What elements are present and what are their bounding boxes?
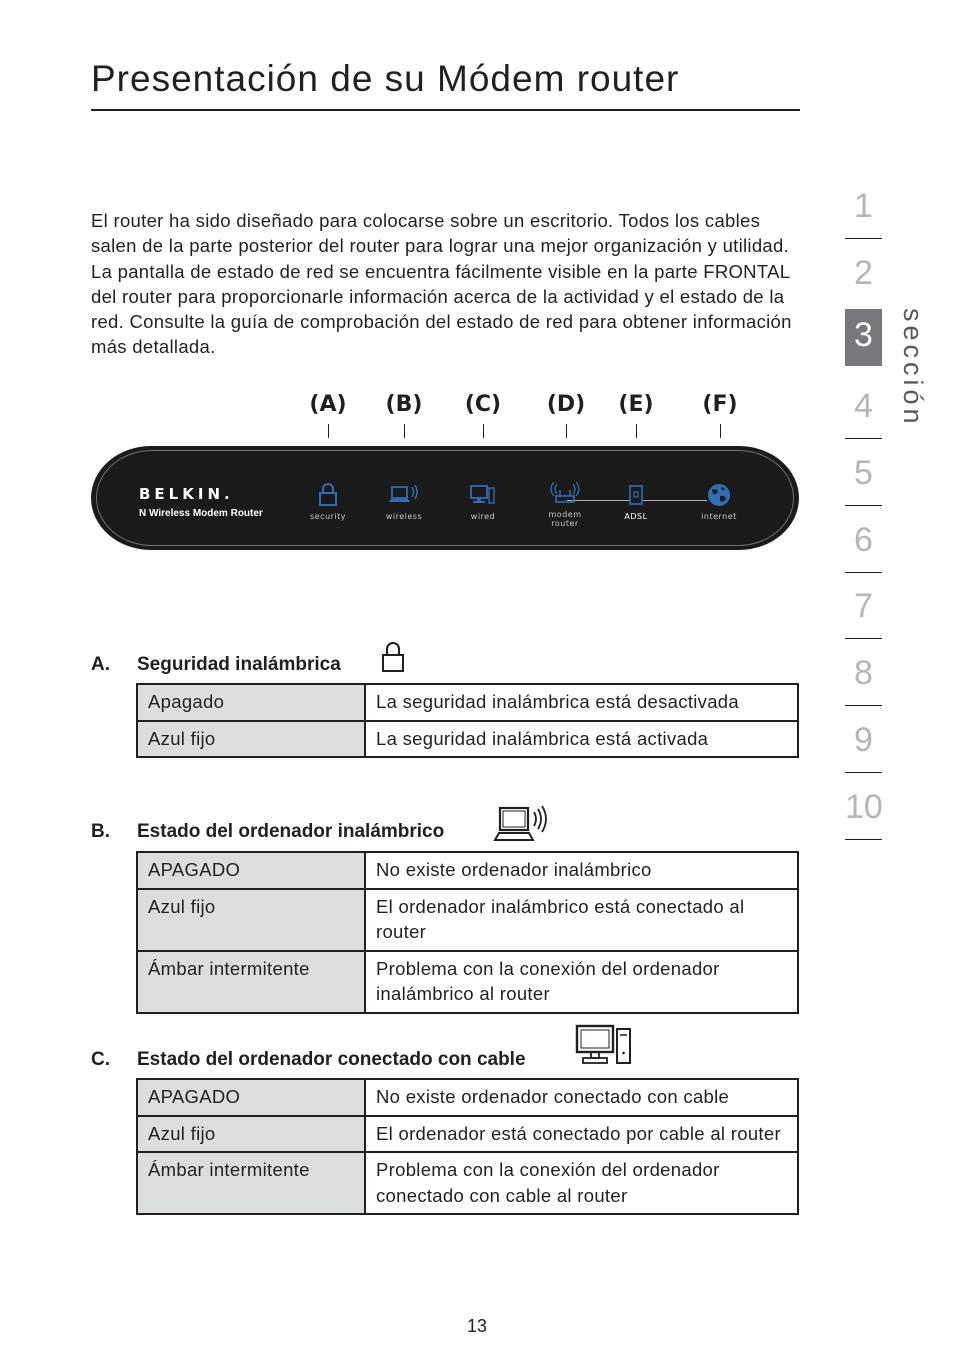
section-nav-item-10[interactable]	[845, 781, 882, 838]
led-modem-router	[525, 482, 605, 528]
table-row	[137, 852, 798, 889]
wired-computer-icon	[574, 1023, 634, 1067]
lock-icon	[317, 482, 339, 508]
table-cell-description: Problema con la conexión del ordenador conectado con cable al router	[365, 1152, 798, 1214]
lock-icon	[380, 641, 406, 673]
table-cell-state: APAGADO	[137, 852, 365, 889]
section-b-heading	[91, 821, 691, 851]
table-row	[137, 1152, 798, 1214]
section-nav-number: 10	[845, 788, 883, 826]
led-label-internet: internet	[701, 512, 737, 521]
table-row	[137, 889, 798, 951]
section-nav-item-8[interactable]	[845, 647, 882, 704]
title-rule	[91, 109, 800, 111]
section-b-title: Estado del ordenador inalámbrico	[137, 821, 445, 842]
callout-tick-e	[636, 424, 637, 438]
section-nav-number: 5	[854, 454, 873, 492]
table-cell-state: Azul fijo	[137, 1116, 365, 1153]
section-c-title: Estado del ordenador conectado con cable	[137, 1049, 526, 1070]
callout-tick-f	[720, 424, 721, 438]
callout-f: (F)	[702, 392, 738, 417]
callout-row	[0, 392, 954, 442]
section-b-table	[136, 851, 799, 1014]
table-cell-description: El ordenador está conectado por cable al router	[365, 1116, 798, 1153]
table-cell-description: La seguridad inalámbrica está activada	[365, 721, 798, 758]
section-nav-number: 1	[854, 187, 873, 225]
section-nav-item-3[interactable]	[845, 309, 882, 366]
section-nav-rule	[845, 705, 882, 706]
adsl-port-icon	[625, 482, 647, 508]
section-a-letter: A.	[91, 654, 110, 675]
table-row	[137, 1079, 798, 1116]
table-row	[137, 684, 798, 721]
section-nav-item-2[interactable]	[845, 247, 882, 304]
table-cell-description: Problema con la conexión del ordenador inalámbrico al router	[365, 951, 798, 1013]
page-number: 13	[466, 1316, 488, 1336]
section-label: sección	[898, 308, 928, 428]
led-label-wireless: wireless	[385, 512, 423, 521]
section-nav-item-7[interactable]	[845, 580, 882, 637]
router-model: N Wireless Modem Router	[139, 508, 263, 519]
led-label-modem-router: modem router	[548, 510, 582, 528]
section-nav-item-1[interactable]	[845, 180, 882, 237]
section-nav-number: 3	[854, 316, 873, 354]
section-nav-number: 2	[854, 254, 873, 292]
callout-e: (E)	[618, 392, 654, 417]
callout-tick-c	[483, 424, 484, 438]
led-label-adsl: ADSL	[624, 512, 648, 521]
wired-computer-icon	[468, 482, 498, 508]
table-cell-description: No existe ordenador conectado con cable	[365, 1079, 798, 1116]
router-front-panel	[91, 446, 799, 550]
section-nav-item-6[interactable]	[845, 514, 882, 571]
section-nav-rule	[845, 772, 882, 773]
section-a-table	[136, 683, 799, 758]
section-nav-rule	[845, 505, 882, 506]
globe-icon	[705, 482, 733, 508]
section-c-letter: C.	[91, 1049, 110, 1070]
callout-tick-b	[404, 424, 405, 438]
led-internet	[679, 482, 759, 521]
section-a-title: Seguridad inalámbrica	[137, 654, 341, 675]
table-cell-description: El ordenador inalámbrico está conectado al router	[365, 889, 798, 951]
table-cell-description: No existe ordenador inalámbrico	[365, 852, 798, 889]
led-wireless	[364, 482, 444, 521]
table-cell-state: Ámbar intermitente	[137, 951, 365, 1013]
led-security	[288, 482, 368, 521]
router-brand: BELKIN.	[139, 485, 234, 503]
section-nav-rule	[845, 238, 882, 239]
section-nav-rule	[845, 638, 882, 639]
wireless-laptop-icon	[388, 482, 420, 508]
table-cell-state: Azul fijo	[137, 889, 365, 951]
section-c-table	[136, 1078, 799, 1215]
table-cell-state: Apagado	[137, 684, 365, 721]
led-adsl	[596, 482, 676, 521]
table-cell-state: APAGADO	[137, 1079, 365, 1116]
section-nav-item-5[interactable]	[845, 447, 882, 504]
callout-a: (A)	[309, 392, 347, 417]
router-icon	[548, 482, 582, 508]
section-nav-rule	[845, 572, 882, 573]
callout-tick-d	[566, 424, 567, 438]
table-row	[137, 951, 798, 1013]
section-nav-number: 9	[854, 721, 873, 759]
section-nav-item-4[interactable]	[845, 380, 882, 437]
table-cell-description: La seguridad inalámbrica está desactivada	[365, 684, 798, 721]
callout-d: (D)	[546, 392, 586, 417]
callout-tick-a	[328, 424, 329, 438]
section-nav-rule	[845, 839, 882, 840]
section-nav-rule	[845, 438, 882, 439]
intro-paragraph: El router ha sido diseñado para colocarse sobre un escritorio. Todos los cables salen de la parte posterior del router para lograr una mejor organización y utilidad. La pantalla de estado de red se encuentra fácilmente visible en la parte FRONTAL del router para proporcionarle información acerca de la actividad y el estado de la red. Consulte la guía de comprobación del estado de red para obtener información más detallada.	[91, 210, 792, 358]
table-cell-state: Azul fijo	[137, 721, 365, 758]
section-nav-number: 6	[854, 521, 873, 559]
wireless-laptop-icon	[493, 804, 549, 844]
section-b-letter: B.	[91, 821, 110, 842]
section-nav-number: 4	[854, 387, 873, 425]
section-nav-number: 7	[854, 587, 873, 625]
page-title: Presentación de su Módem router	[91, 58, 680, 99]
section-nav-number: 8	[854, 654, 873, 692]
section-nav-item-9[interactable]	[845, 714, 882, 771]
table-row	[137, 721, 798, 758]
led-label-wired: wired	[470, 512, 496, 521]
table-row	[137, 1116, 798, 1153]
led-wired	[443, 482, 523, 521]
callout-b: (B)	[385, 392, 423, 417]
table-cell-state: Ámbar intermitente	[137, 1152, 365, 1214]
led-label-security: security	[310, 512, 346, 521]
callout-c: (C)	[464, 392, 502, 417]
